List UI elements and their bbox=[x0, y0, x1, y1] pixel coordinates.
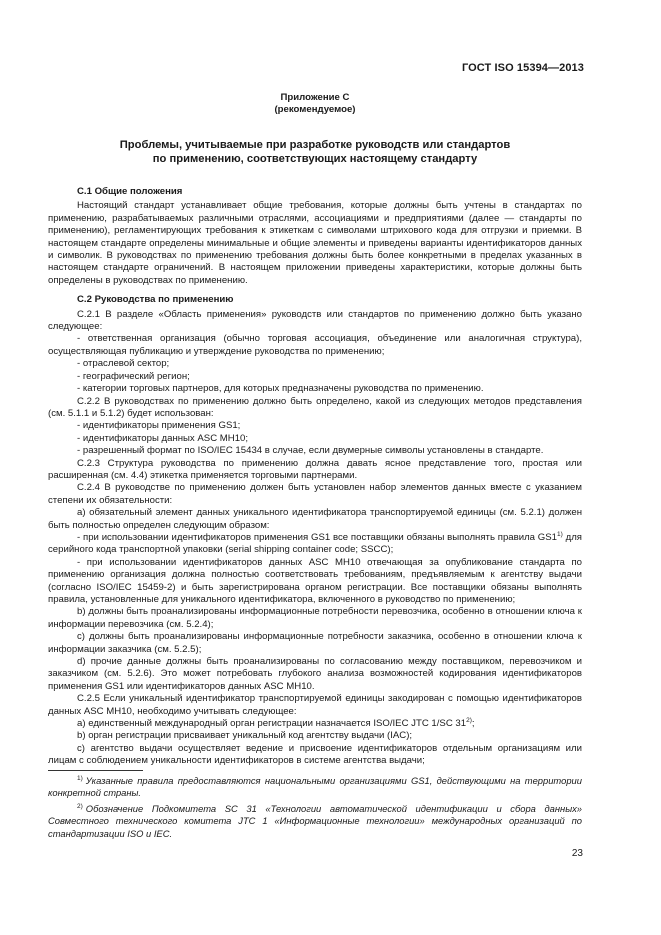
list-item: c) должны быть проанализированы информационные потребности заказчика, особенно в отношении ключа к информации заказчика (см. 5.2.5); bbox=[48, 631, 582, 655]
list-item: - отраслевой сектор; bbox=[77, 358, 170, 370]
list-item: b) орган регистрации присваивает уникальный код агентству выдачи (IAC); bbox=[77, 730, 413, 742]
list-item-registration bbox=[48, 718, 582, 730]
paragraph-c2-4: С.2.4 В руководстве по применению должен быть установлен набор элементов данных вместе с указанием степени их обязательности: bbox=[48, 482, 582, 506]
section-c1-text: Настоящий стандарт устанавливает общие требования, которые должны быть учтены в стандартах по применению, разрабатываемых различными отраслями, ассоциациями и предприятиями (далее — стандарты по применению), регламентирующих требования к этикеткам с символами штрихового кода для отгрузки и приемки. В настоящем стандарте определены минимальные и общие элементы и приведены варианты идентификаторов данных и символик. В руководствах по применению требования должны быть более конкретными в пределах указанных в настоящем стандарте ограничений. В настоящем приложении приведены характеристики, которые должны быть определены в руководствах по применению. bbox=[48, 200, 582, 286]
annex-title bbox=[48, 138, 582, 166]
footnote-ref-2: 2) bbox=[466, 717, 472, 725]
list-item: - идентификаторы применения GS1; bbox=[77, 420, 241, 432]
list-item-gs1 bbox=[48, 532, 582, 557]
footnote-ref-1: 1) bbox=[557, 530, 563, 538]
section-c1-heading: С.1 Общие положения bbox=[77, 186, 183, 197]
list-item-gs1-text: - при использовании идентификаторов применения GS1 все поставщики обязаны выполнять правила GS1 bbox=[77, 531, 558, 543]
footnote-2-mark: 2) bbox=[77, 802, 83, 810]
list-item: - идентификаторы данных ASC МН10; bbox=[77, 432, 249, 444]
footnote-1-mark: 1) bbox=[77, 775, 83, 782]
list-item: b) должны быть проанализированы информационные потребности перевозчика, особенно в отношении ключа к информации перевозчика (см. 5.2.4); bbox=[48, 606, 582, 630]
annex-status: (рекомендуемое) bbox=[274, 104, 356, 115]
list-item: - ответственная организация (обычно торговая ассоциация, объединение или аналогичная структура), осуществляющая публикацию и утверждение руководства по применению; bbox=[48, 333, 582, 357]
list-item: c) агентство выдачи осуществляет ведение и присвоение идентификаторов отдельным организациям или лицам с соблюдением уникальности идентификаторов в системе агентства выдачи; bbox=[48, 742, 582, 767]
paragraph-c2-2: С.2.2 В руководствах по применению должно быть определено, какой из следующих методов представления (см. 5.1.1 и 5.1.2) будет использован: bbox=[48, 395, 582, 419]
footnote-2 bbox=[48, 803, 582, 840]
list-item-registration-end: ; bbox=[471, 718, 475, 730]
footnote-1-text: Указанные правила предоставляются национальными организациями GS1, действующими на территории конкретной страны. bbox=[48, 775, 582, 799]
list-item: d) прочие данные должны быть проанализированы по согласованию между поставщиком, перевозчиком и заказчиком (см. 5.2.6). Это может потребовать глубокого анализа возможностей кодирования идентификаторов применения GS1 или идентификаторов данных ASC МН10. bbox=[48, 656, 582, 692]
annex-title-line2: по применению, соответствующих настоящему стандарту bbox=[152, 153, 478, 165]
page-number: 23 bbox=[571, 848, 583, 859]
list-item-registration-text: а) единственный международный орган регистрации назначается ISO/IEC JTC 1/SC 31 bbox=[77, 718, 467, 730]
page-content bbox=[48, 92, 582, 768]
paragraph-c2-5: С.2.5 Если уникальный идентификатор транспортируемой единицы закодирован с помощью идентификаторов данных ASC МН10, необходимо учитывать следующее: bbox=[48, 693, 582, 717]
list-item: - географический регион; bbox=[77, 370, 190, 382]
section-c2-heading: С.2 Руководства по применению bbox=[77, 294, 234, 306]
standard-code: ГОСТ ISO 15394—2013 bbox=[461, 62, 584, 74]
footnotes bbox=[48, 770, 582, 843]
list-item: а) обязательный элемент данных уникального идентификатора транспортируемой единицы (см. 5.2.1) должен быть полностью определен следующим образом: bbox=[48, 507, 582, 531]
list-item: - разрешенный формат по ISO/IEC 15434 в случае, если двумерные символы установлены в стандарте. bbox=[77, 445, 544, 457]
footnote-divider bbox=[48, 770, 143, 771]
footnote-2-text: Обозначение Подкомитета SC 31 «Технологии автоматической идентификации и сбора данных» Совместного технического комитета JTC 1 «Информационные технологии» международных организаций по стандартизации ISO и IEC. bbox=[48, 802, 582, 839]
list-item-gs1-text-end: для серийного кода транспортной упаковки (serial shipping container code; SSCC); bbox=[48, 531, 582, 556]
annex-title-line1: Проблемы, учитываемые при разработке руководств или стандартов bbox=[119, 139, 511, 151]
list-item: - категории торговых партнеров, для которых предназначены руководства по применению. bbox=[77, 383, 484, 395]
paragraph-c2-3: С.2.3 Структура руководства по применению должна давать ясное представление того, простая или расширенная (см. 4.4) этикетка применяется торговыми партнерами. bbox=[48, 457, 582, 481]
list-item: - при использовании идентификаторов данных ASC МН10 отвечающая за опубликование стандарта по применению организация должна полностью соответствовать требованиям, предъявляемым к агентству выдачи (согласно ISO/IEC 15459-2) и быть зарегистрирована органом регистрации. Все поставщики обязаны выполнять правила, установленные для уникального идентификатора, включенного в руководство по применению; bbox=[48, 556, 582, 605]
paragraph-c2-1: С.2.1 В разделе «Область применения» руководств или стандартов по применению должно быть указано следующее: bbox=[48, 308, 582, 333]
annex-label: Приложение С bbox=[280, 92, 350, 103]
footnote-1 bbox=[48, 775, 582, 800]
